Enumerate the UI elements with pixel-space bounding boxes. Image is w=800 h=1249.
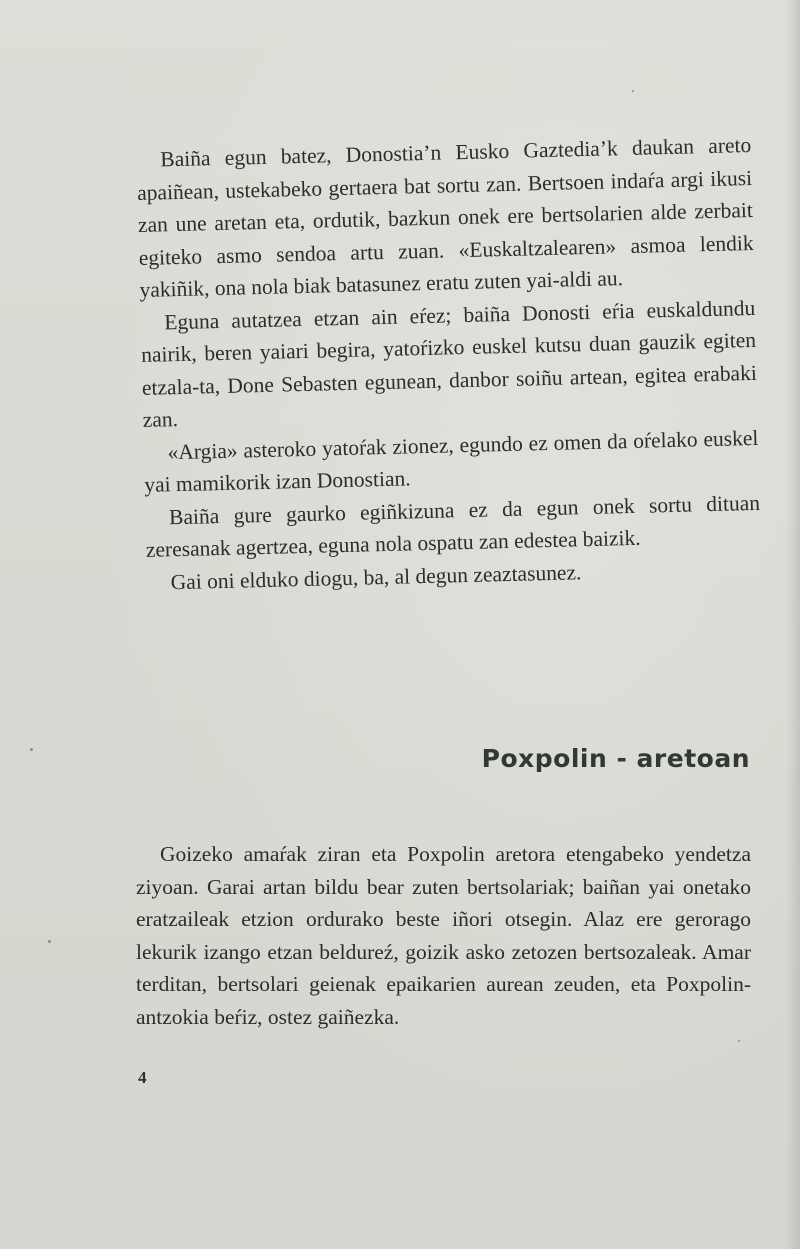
paragraph: «Argia» asteroko yatoŕak zionez, egundo ez omen da oŕelako euskel yai mamikorik izan Donostian. [144,425,759,497]
section-text-block [136,838,751,1033]
paragraph: Goizeko amaŕak ziran eta Poxpolin aretora etengabeko yendetza ziyoan. Garai artan bildu bear zuten bertsolariak; baiñan yai onetako eratzaileak etzion ordurako beste iñori otsegin. Alaz ere gerorago lekurik izango etzan beldureź, goizik asko zetozen bertsozaleak. Amar terditan, bertsolari geienak epaikarien aurean zeuden, eta Poxpolin-antzokia beŕiz, ostez gaiñezka. [136,842,751,1029]
section-heading: Poxpolin - aretoan [481,744,750,773]
paragraph: Baiña egun batez, Donostia’n Eusko Gaztedia’k daukan areto apaiñean, ustekabeko gertaera bat sortu zan. Bertsoen indaŕa argi ikusi zan une aretan eta, ordutik, bazkun onek ere bertsolarien alde zerbait egiteko asmo sendoa artu zuan. «Euskaltzalearen» asmoa lendik yakiñik, ona nola biak batasunez eratu zuten yai-aldi au. [136,132,754,302]
paper-speck [48,940,51,943]
page-edge-shadow [786,0,800,1249]
paper-speck [632,90,634,92]
page-number: 4 [138,1068,147,1087]
paragraph: Baiña gure gaurko egiñkizuna ez da egun onek sortu dituan zeresanak agertzea, eguna nola ospatu zan edestea baizik. [145,490,761,562]
paper-speck [738,1040,740,1042]
paragraph: Gai oni elduko diogu, ba, al degun zeaztasunez. [170,559,582,594]
paper-speck [30,748,33,751]
paragraph: Eguna autatzea etzan ain eŕez; baiña Donosti eŕia euskaldundu nairik, beren yaiari begira, yatoŕizko euskel kutsu duan gauzik egiten etzala-ta, Done Sebasten egunean, danbor soiñu artean, egitea erabaki zan. [140,295,758,432]
intro-text-block [136,129,762,599]
